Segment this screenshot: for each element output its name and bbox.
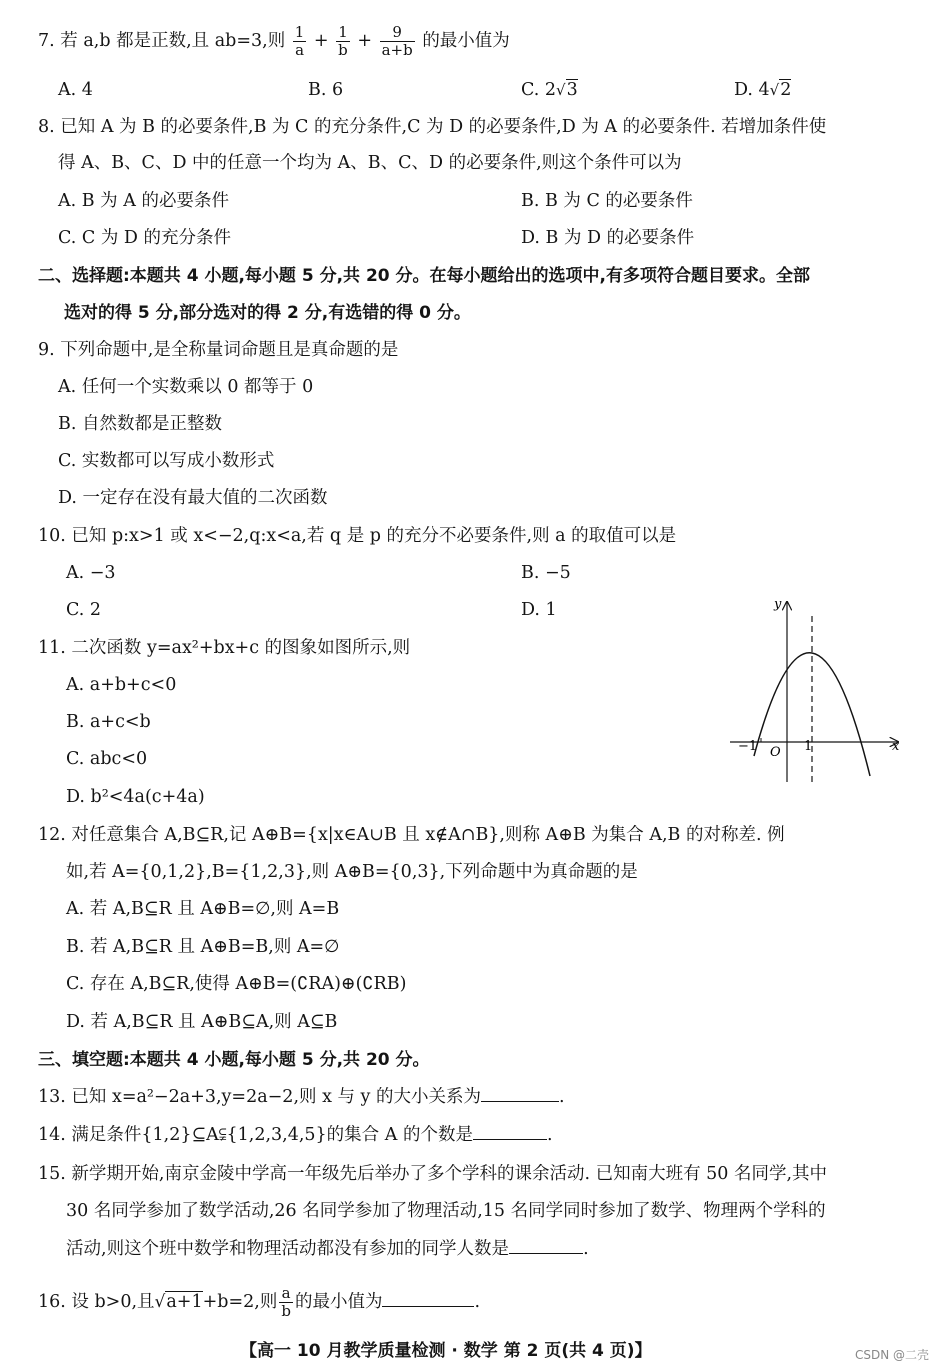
x-axis-label: x [892,739,900,754]
q12-stem-line1: 12. 对任意集合 A,B⊆R,记 A⊕B={x|x∈A∪B 且 x∉A∩B},则称 A⊕B 为集合 A,B 的对称差. 例 [38,825,785,845]
q12-option-b: B. 若 A,B⊆R 且 A⊕B=B,则 A=∅ [66,937,340,957]
q7-fraction-1: $\frac{1}{a}$ [294,23,305,59]
q9-option-b: B. 自然数都是正整数 [58,414,222,434]
q9-option-c: C. 实数都可以写成小数形式 [58,451,275,471]
q7-option-d: D. 4√2 [734,80,792,100]
q10-option-a: A. −3 [66,563,116,583]
q14-stem: 14. 满足条件{1,2}⊆A⫋{1,2,3,4,5}的集合 A 的个数是 . [38,1125,553,1145]
answer-blank[interactable] [481,1101,559,1102]
q10-option-b: B. −5 [521,563,571,583]
q12-option-c: C. 存在 A,B⊆R,使得 A⊕B=(∁RA)⊕(∁RB) [66,974,407,994]
q8-stem-line1: 8. 已知 A 为 B 的必要条件,B 为 C 的充分条件,C 为 D 的必要条件,D 为 A 的必要条件. 若增加条件使 [38,117,827,137]
answer-blank[interactable] [382,1306,474,1307]
q11-option-a: A. a+b+c<0 [66,675,177,695]
q11-option-d: D. b²<4a(c+4a) [66,787,205,807]
y-axis-label: y [774,597,782,612]
plus-sign: + [357,31,373,51]
q7-fraction-2: $\frac{1}{b}$ [338,23,348,59]
origin-label: O [770,745,781,760]
q8-option-b: B. B 为 C 的必要条件 [521,191,693,211]
q11-stem: 11. 二次函数 y=ax²+bx+c 的图象如图所示,则 [38,638,411,658]
q15-stem-line3: 活动,则这个班中数学和物理活动都没有参加的同学人数是 . [66,1239,589,1259]
q13-stem: 13. 已知 x=a²−2a+3,y=2a−2,则 x 与 y 的大小关系为 . [38,1087,565,1107]
q8-option-d: D. B 为 D 的必要条件 [521,228,695,248]
answer-blank[interactable] [473,1139,547,1140]
q12-option-d: D. 若 A,B⊆R 且 A⊕B⊆A,则 A⊆B [66,1012,338,1032]
q11-option-b: B. a+c<b [66,712,151,732]
q7-option-b: B. 6 [308,80,344,100]
q12-option-a: A. 若 A,B⊆R 且 A⊕B=∅,则 A=B [66,899,340,919]
q7-option-a: A. 4 [58,80,93,100]
q9-option-d: D. 一定存在没有最大值的二次函数 [58,488,328,508]
section3-heading: 三、填空题:本题共 4 小题,每小题 5 分,共 20 分。 [38,1050,430,1070]
q10-stem: 10. 已知 p:x>1 或 x<−2,q:x<a,若 q 是 p 的充分不必要条件,则 a 的取值可以是 [38,526,677,546]
q12-stem-line2: 如,若 A={0,1,2},B={1,2,3},则 A⊕B={0,3},下列命题中为真命题的是 [66,862,638,882]
q7-option-c: C. 2√3 [521,80,578,100]
q15-stem-line1: 15. 新学期开始,南京金陵中学高一年级先后举办了多个学科的课余活动. 已知南大班有 50 名同学,其中 [38,1164,828,1184]
plus-sign: + [313,31,329,51]
q8-option-a: A. B 为 A 的必要条件 [58,191,229,211]
q16-radicand: a+1 [166,1292,203,1312]
section2-heading-line2: 选对的得 5 分,部分选对的得 2 分,有选错的得 0 分。 [64,303,471,323]
page-footer: 【高一 10 月教学质量检测 · 数学 第 2 页(共 4 页)】 [240,1341,652,1361]
tick-label-1: 1 [804,739,813,754]
q16-fraction: $\frac{a}{b}$ [281,1284,291,1320]
q7-suffix: 的最小值为 [422,31,510,51]
answer-blank[interactable] [509,1253,583,1254]
q16-stem: 16. 设 b>0,且√a+1+b=2,则 $\frac{a}{b}$ 的最小值为 . [38,1284,481,1320]
q8-stem-line2: 得 A、B、C、D 中的任意一个均为 A、B、C、D 的必要条件,则这个条件可以为 [58,153,682,173]
q15-stem-line2: 30 名同学参加了数学活动,26 名同学参加了物理活动,15 名同学同时参加了数学、物理两个学科的 [66,1201,826,1221]
q7-prefix: 7. 若 a,b 都是正数,且 ab=3,则 [38,31,286,51]
q8-option-c: C. C 为 D 的充分条件 [58,228,232,248]
watermark: CSDN @二壳 [854,1348,929,1362]
q11-option-c: C. abc<0 [66,749,148,769]
section2-heading-line1: 二、选择题:本题共 4 小题,每小题 5 分,共 20 分。在每小题给出的选项中,有多项符合题目要求。全部 [38,266,810,286]
q10-option-d: D. 1 [521,600,557,620]
parabola-graph [726,596,906,786]
q10-option-c: C. 2 [66,600,102,620]
q7-stem [38,24,510,59]
q9-option-a: A. 任何一个实数乘以 0 都等于 0 [58,377,314,397]
tick-label-neg1: −1 [738,739,758,754]
q7-fraction-3: $\frac{9}{a+b}$ [381,23,413,59]
q9-stem: 9. 下列命题中,是全称量词命题且是真命题的是 [38,340,399,360]
